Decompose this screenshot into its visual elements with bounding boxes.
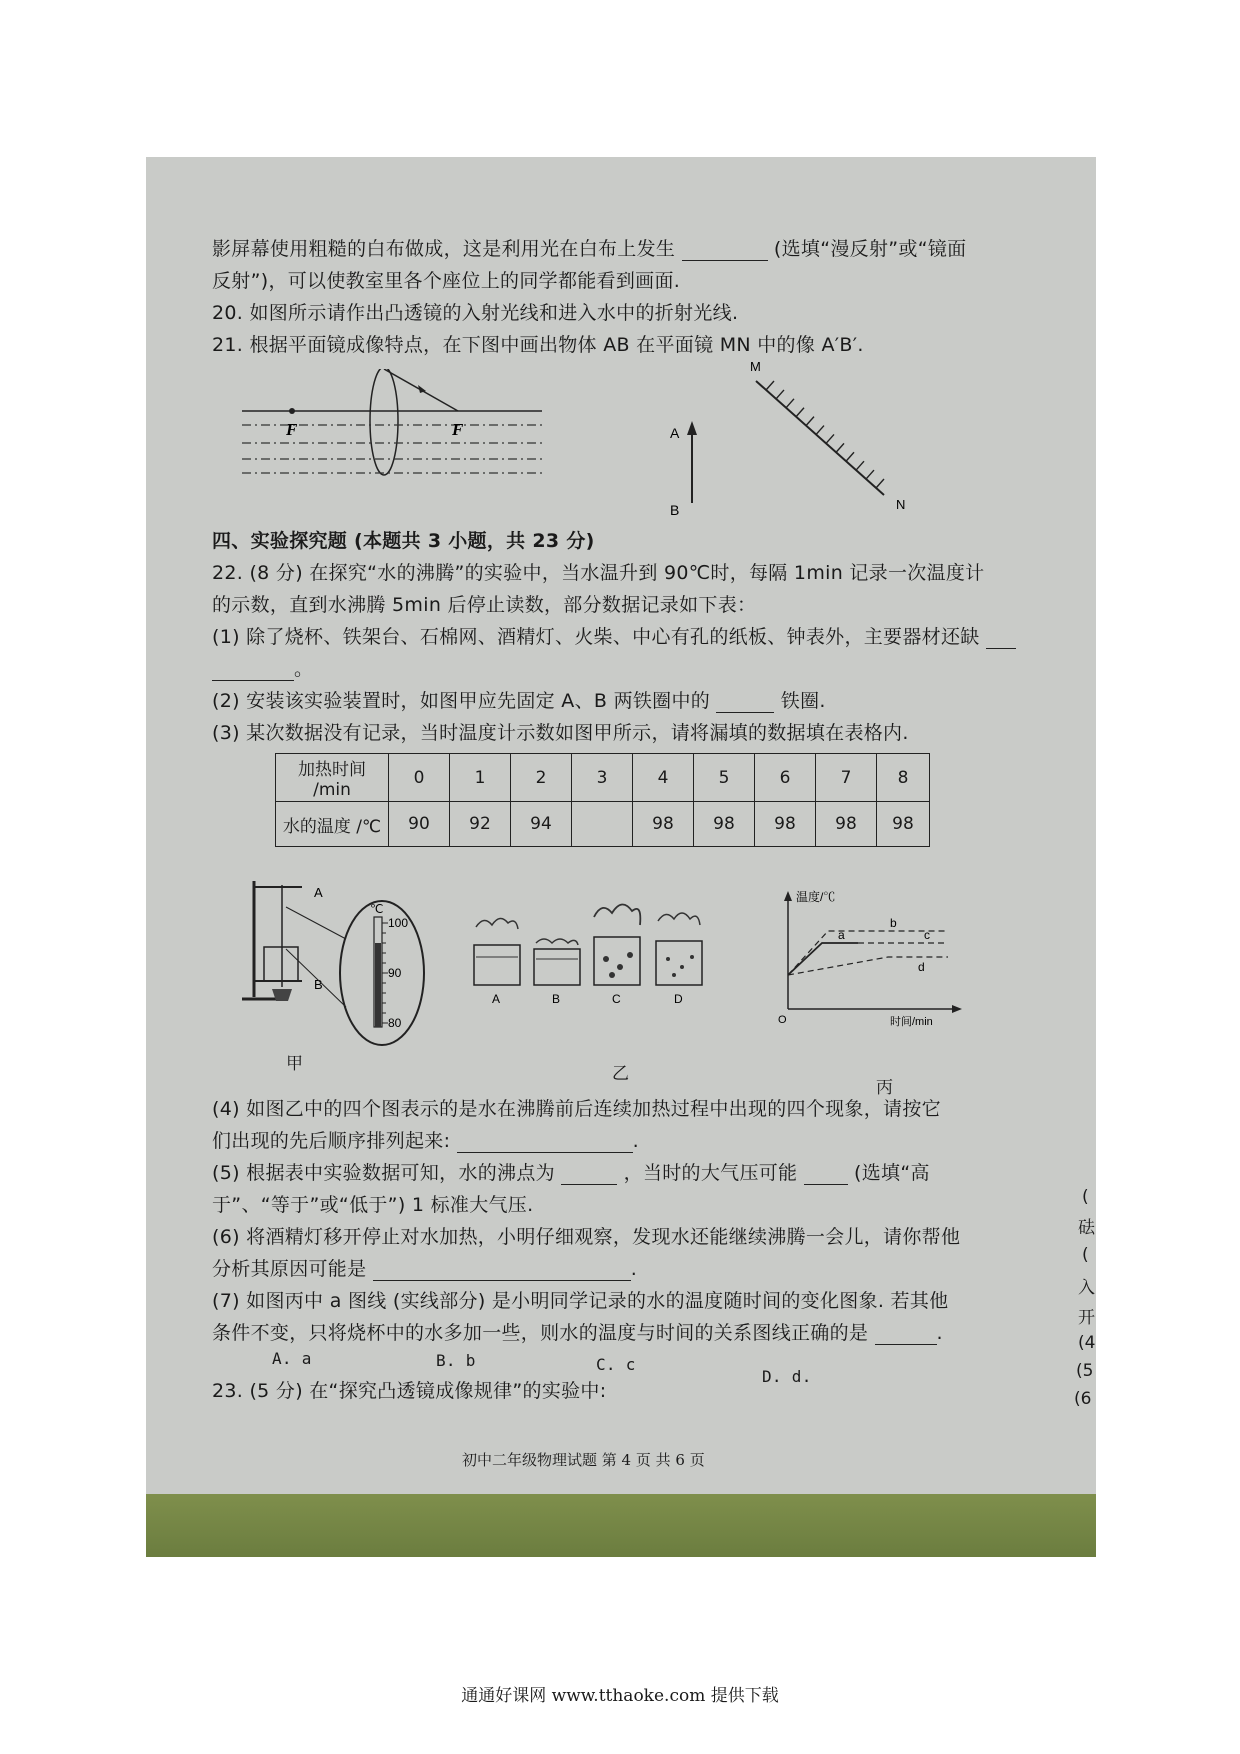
edge-fragment: 入 xyxy=(1078,1278,1095,1298)
table-cell: 94 xyxy=(511,802,572,847)
curve-d-label: d xyxy=(918,960,925,974)
q22-6-text: 分析其原因可能是 xyxy=(212,1258,367,1280)
beaker-b xyxy=(534,939,580,985)
edge-fragment: ( xyxy=(1082,1245,1089,1265)
curve-b-label: b xyxy=(890,916,897,930)
edge-fragment: 砝 xyxy=(1078,1218,1095,1238)
question-23: 23. (5 分) 在“探究凸透镜成像规律”的实验中: xyxy=(212,1380,607,1402)
table-row-temp xyxy=(276,802,930,847)
curve-c-label: c xyxy=(924,928,930,942)
q22-7-end: . xyxy=(936,1322,943,1344)
beaker-b-label: B xyxy=(552,992,561,1006)
boiling-data-table xyxy=(275,753,930,847)
figure-jia-apparatus xyxy=(242,877,452,1047)
beaker-c xyxy=(594,904,640,985)
answer-blank xyxy=(212,662,294,681)
beaker-d-label: D xyxy=(674,992,683,1006)
focus-point-left xyxy=(289,408,295,414)
table-cell: 92 xyxy=(450,802,511,847)
thermometer-unit: ℃ xyxy=(370,902,384,916)
figure-bing-graph xyxy=(778,887,968,1027)
beaker xyxy=(264,947,298,981)
question-22-7-cont xyxy=(212,1321,943,1345)
question-22-6-cont xyxy=(212,1257,637,1281)
thermometer-tick-label: 80 xyxy=(388,1016,402,1030)
question-22-4: (4) 如图乙中的四个图表示的是水在沸腾前后连续加热过程中出现的四个现象，请按它 xyxy=(212,1098,941,1120)
point-b-label: B xyxy=(670,502,680,518)
question-21: 21. 根据平面镜成像特点，在下图中画出物体 AB 在平面镜 MN 中的像 A′B′. xyxy=(212,334,864,356)
mirror-m-label: M xyxy=(750,359,761,374)
table-cell: 7 xyxy=(816,754,877,802)
table-cell: 98 xyxy=(877,802,930,847)
option-c: C. c xyxy=(596,1355,636,1374)
answer-blank xyxy=(373,1262,631,1281)
beaker-c-label: C xyxy=(612,992,621,1006)
photographed-exam-page xyxy=(146,157,1096,1557)
table-cell: 98 xyxy=(694,802,755,847)
curve-a xyxy=(788,943,858,975)
option-d: D. d. xyxy=(762,1367,812,1386)
table-cell: 2 xyxy=(511,754,572,802)
q22-4-end: . xyxy=(632,1130,639,1152)
convex-lens-figure xyxy=(242,369,552,477)
q22-2-end: 铁圈. xyxy=(780,690,826,712)
question-22-line-2: 的示数，直到水沸腾 5min 后停止读数，部分数据记录如下表： xyxy=(212,594,757,616)
table-cell: 0 xyxy=(389,754,450,802)
section-4-heading: 四、实验探究题 (本题共 3 小题，共 23 分) xyxy=(212,530,595,552)
option-a: A. a xyxy=(272,1349,312,1368)
plane-mirror-figure xyxy=(746,357,926,511)
object-arrow-head xyxy=(687,421,697,435)
question-22-5-cont: 于”、“等于”或“低于”) 1 标准大气压. xyxy=(212,1194,534,1216)
figure-bing-caption: 丙 xyxy=(876,1078,893,1098)
question-22-1 xyxy=(212,625,1016,649)
q22-1-end: 。 xyxy=(294,658,314,680)
question-19-line-1 xyxy=(212,237,966,261)
edge-fragment: (6 xyxy=(1074,1389,1092,1409)
mercury-column xyxy=(375,943,381,1027)
q22-4-text: 们出现的先后顺序排列起来: xyxy=(212,1130,451,1152)
question-22-5 xyxy=(212,1161,930,1185)
y-axis-arrow xyxy=(784,891,792,901)
q22-1-text: (1) 除了烧杯、铁架台、石棉网、酒精灯、火柴、中心有孔的纸板、钟表外，主要器材还缺 xyxy=(212,626,980,648)
figure-yi-beakers xyxy=(470,897,720,1007)
row-label-temp: 水的温度 /℃ xyxy=(276,802,389,847)
origin-label: O xyxy=(778,1014,787,1026)
point-a-label: A xyxy=(670,425,680,441)
mirror-n-label: N xyxy=(896,497,906,511)
question-22-6: (6) 将酒精灯移开停止对水加热，小明仔细观察，发现水还能继续沸腾一会儿，请你帮他 xyxy=(212,1226,961,1248)
question-22-1-cont xyxy=(212,657,313,681)
thermometer-tick-label: 100 xyxy=(388,916,409,930)
row-label-time: 加热时间 /min xyxy=(276,754,389,802)
q19-text-b: (选填“漫反射”或“镜面 xyxy=(773,238,967,260)
table-cell: 98 xyxy=(755,802,816,847)
table-cell: 4 xyxy=(633,754,694,802)
figure-yi-caption: 乙 xyxy=(612,1064,629,1084)
question-22-4-cont xyxy=(212,1129,639,1153)
object-ab-figure xyxy=(666,419,706,519)
thermometer-tick-label: 90 xyxy=(388,966,402,980)
answer-blank xyxy=(986,630,1016,649)
ring-b-label: B xyxy=(314,977,323,992)
thermometer-ticks xyxy=(382,923,388,1023)
answer-blank xyxy=(457,1134,633,1153)
table-cell: 98 xyxy=(633,802,694,847)
answer-blank xyxy=(804,1166,848,1185)
beaker-a xyxy=(474,918,520,985)
figure-jia-caption: 甲 xyxy=(286,1054,303,1074)
table-cell: 98 xyxy=(816,802,877,847)
question-22-2 xyxy=(212,689,826,713)
table-cell: 3 xyxy=(572,754,633,802)
option-b: B. b xyxy=(436,1351,476,1370)
curve-a-label: a xyxy=(838,928,845,942)
question-22-line-1: 22. (8 分) 在探究“水的沸腾”的实验中，当水温升到 90℃时，每隔 1min 记录一次温度计 xyxy=(212,562,985,584)
table-cell: 8 xyxy=(877,754,930,802)
q22-6-end: . xyxy=(630,1258,638,1280)
table-surface-band xyxy=(146,1494,1096,1557)
answer-blank xyxy=(716,694,774,713)
q22-5-text-b: ，当时的大气压可能 xyxy=(623,1162,798,1184)
mirror-hatching xyxy=(766,381,884,488)
table-cell: 6 xyxy=(755,754,816,802)
answer-blank xyxy=(682,242,768,261)
q22-5-text-a: (5) 根据表中实验数据可知，水的沸点为 xyxy=(212,1162,555,1184)
q19-text-a: 影屏幕使用粗糙的白布做成，这是利用光在白布上发生 xyxy=(212,238,676,260)
table-cell: 90 xyxy=(389,802,450,847)
q22-5-text-c: (选填“高 xyxy=(854,1162,930,1184)
mirror-line xyxy=(756,381,884,495)
q22-7-text: 条件不变，只将烧杯中的水多加一些，则水的温度与时间的关系图线正确的是 xyxy=(212,1322,869,1344)
answer-blank xyxy=(875,1326,937,1345)
edge-fragment: ( xyxy=(1082,1187,1089,1207)
focus-label: F xyxy=(452,420,464,439)
question-19-line-2: 反射”)，可以使教室里各个座位上的同学都能看到画面. xyxy=(212,270,681,292)
table-cell: 5 xyxy=(694,754,755,802)
page-footer-label: 初中二年级物理试题 第 4 页 共 6 页 xyxy=(462,1451,705,1469)
question-20: 20. 如图所示请作出凸透镜的入射光线和进入水中的折射光线. xyxy=(212,302,739,324)
x-axis-arrow xyxy=(952,1005,962,1013)
answer-blank xyxy=(561,1166,617,1185)
edge-fragment: 开 xyxy=(1078,1308,1095,1328)
table-cell-empty[interactable] xyxy=(572,802,633,847)
edge-fragment: (5 xyxy=(1076,1361,1094,1381)
x-axis-label: 时间/min xyxy=(890,1016,933,1027)
y-axis-label: 温度/℃ xyxy=(796,890,836,904)
question-22-3: (3) 某次数据没有记录，当时温度计示数如图甲所示，请将漏填的数据填在表格内. xyxy=(212,722,909,744)
beaker-d xyxy=(656,913,702,985)
table-cell: 1 xyxy=(450,754,511,802)
ring-a-label: A xyxy=(314,885,323,900)
table-row-time xyxy=(276,754,930,802)
beaker-a-label: A xyxy=(492,992,501,1006)
zoom-line xyxy=(286,949,346,1007)
focus-label: F xyxy=(286,420,298,439)
edge-fragment: (4 xyxy=(1078,1333,1096,1353)
download-footer: 通通好课网 www.tthaoke.com 提供下载 xyxy=(461,1686,779,1706)
zoom-line xyxy=(286,907,346,939)
question-22-7: (7) 如图丙中 a 图线 (实线部分) 是小明同学记录的水的温度随时间的变化图象. 若其他 xyxy=(212,1290,949,1312)
q22-2-text: (2) 安装该实验装置时，如图甲应先固定 A、B 两铁圈中的 xyxy=(212,690,711,712)
